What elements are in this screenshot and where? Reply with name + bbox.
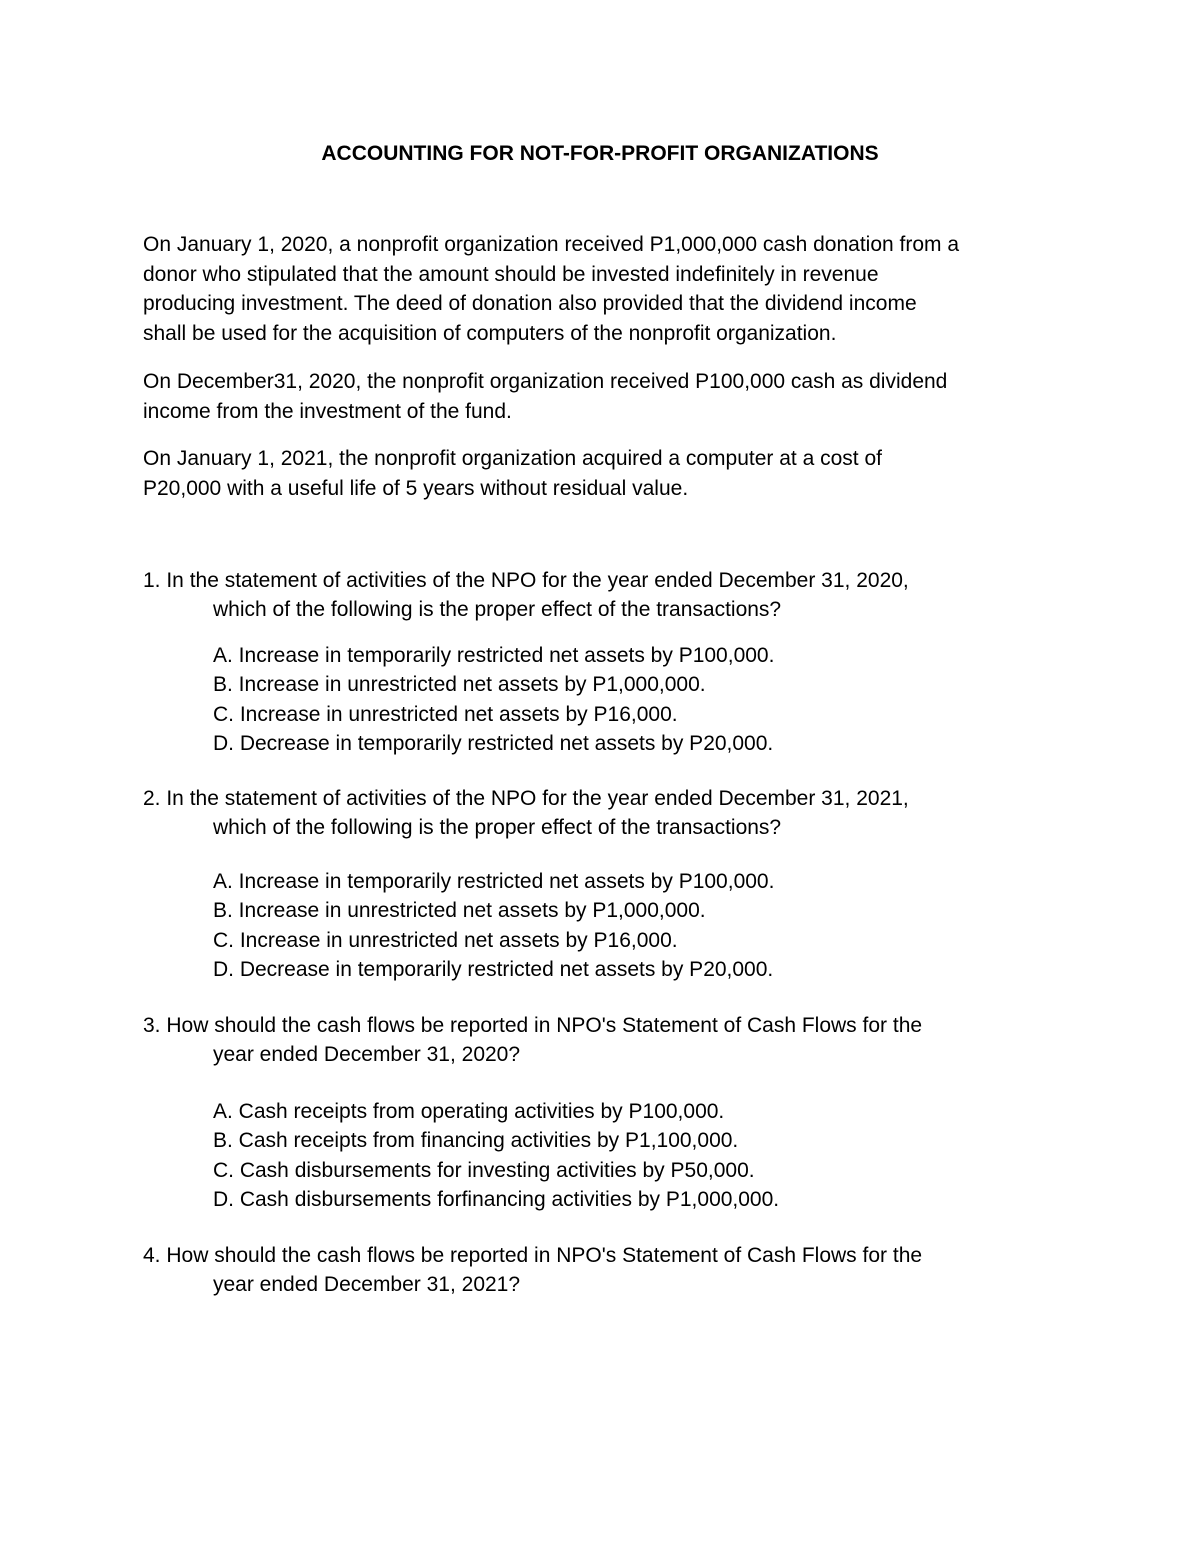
choice-a: A. Increase in temporarily restricted net assets by P100,000. [213, 644, 775, 667]
choice-d: D. Decrease in temporarily restricted net assets by P20,000. [213, 957, 774, 981]
paragraph-line: income from the investment of the fund. [143, 399, 512, 423]
choice-a: A. Cash receipts from operating activities by P100,000. [213, 1100, 725, 1123]
question-1-choices [213, 641, 1113, 758]
paragraph-line: On December31, 2020, the nonprofit organization received P100,000 cash as dividend [143, 370, 948, 393]
paragraph-line: P20,000 with a useful life of 5 years without residual value. [143, 476, 689, 500]
question-text-continued: year ended December 31, 2021? [213, 1273, 521, 1296]
paragraph-line: shall be used for the acquisition of computers of the nonprofit organization. [143, 321, 837, 345]
question-text: 2. In the statement of activities of the NPO for the year ended December 31, 2021, [143, 787, 909, 810]
paragraph-line: producing investment. The deed of donation also provided that the dividend income [143, 292, 917, 315]
paragraph-line: On January 1, 2021, the nonprofit organization acquired a computer at a cost of [143, 447, 882, 470]
paragraph-donation [143, 230, 1103, 348]
choice-d: D. Decrease in temporarily restricted net assets by P20,000. [213, 731, 774, 755]
choice-c: C. Increase in unrestricted net assets by P16,000. [213, 928, 678, 952]
paragraph-computer [143, 444, 1103, 503]
question-text-continued: which of the following is the proper effect of the transactions? [213, 598, 782, 621]
choice-d: D. Cash disbursements forfinancing activities by P1,000,000. [213, 1187, 780, 1211]
question-text: 3. How should the cash flows be reported in NPO's Statement of Cash Flows for the [143, 1014, 923, 1037]
question-text-continued: which of the following is the proper effect of the transactions? [213, 816, 782, 839]
choice-b: B. Increase in unrestricted net assets by P1,000,000. [213, 899, 706, 923]
choice-a: A. Increase in temporarily restricted net assets by P100,000. [213, 870, 775, 893]
question-text: 1. In the statement of activities of the NPO for the year ended December 31, 2020, [143, 569, 909, 592]
choice-c: C. Increase in unrestricted net assets by P16,000. [213, 702, 678, 726]
question-1 [143, 566, 1083, 624]
question-3-choices [213, 1097, 1113, 1214]
choice-b: B. Increase in unrestricted net assets by P1,000,000. [213, 673, 706, 697]
question-text-continued: year ended December 31, 2020? [213, 1043, 521, 1066]
page-title: ACCOUNTING FOR NOT-FOR-PROFIT ORGANIZATIONS [321, 142, 879, 165]
choice-b: B. Cash receipts from financing activities by P1,100,000. [213, 1129, 739, 1153]
paragraph-line: On January 1, 2020, a nonprofit organization received P1,000,000 cash donation from a [143, 233, 960, 256]
paragraph-line: donor who stipulated that the amount should be invested indefinitely in revenue [143, 262, 879, 286]
question-2 [143, 784, 1083, 842]
paragraph-dividend [143, 367, 1103, 426]
question-2-choices [213, 867, 1113, 984]
question-text: 4. How should the cash flows be reported in NPO's Statement of Cash Flows for the [143, 1244, 923, 1267]
question-3 [143, 1011, 1083, 1069]
question-4 [143, 1241, 1083, 1299]
choice-c: C. Cash disbursements for investing activities by P50,000. [213, 1158, 755, 1182]
